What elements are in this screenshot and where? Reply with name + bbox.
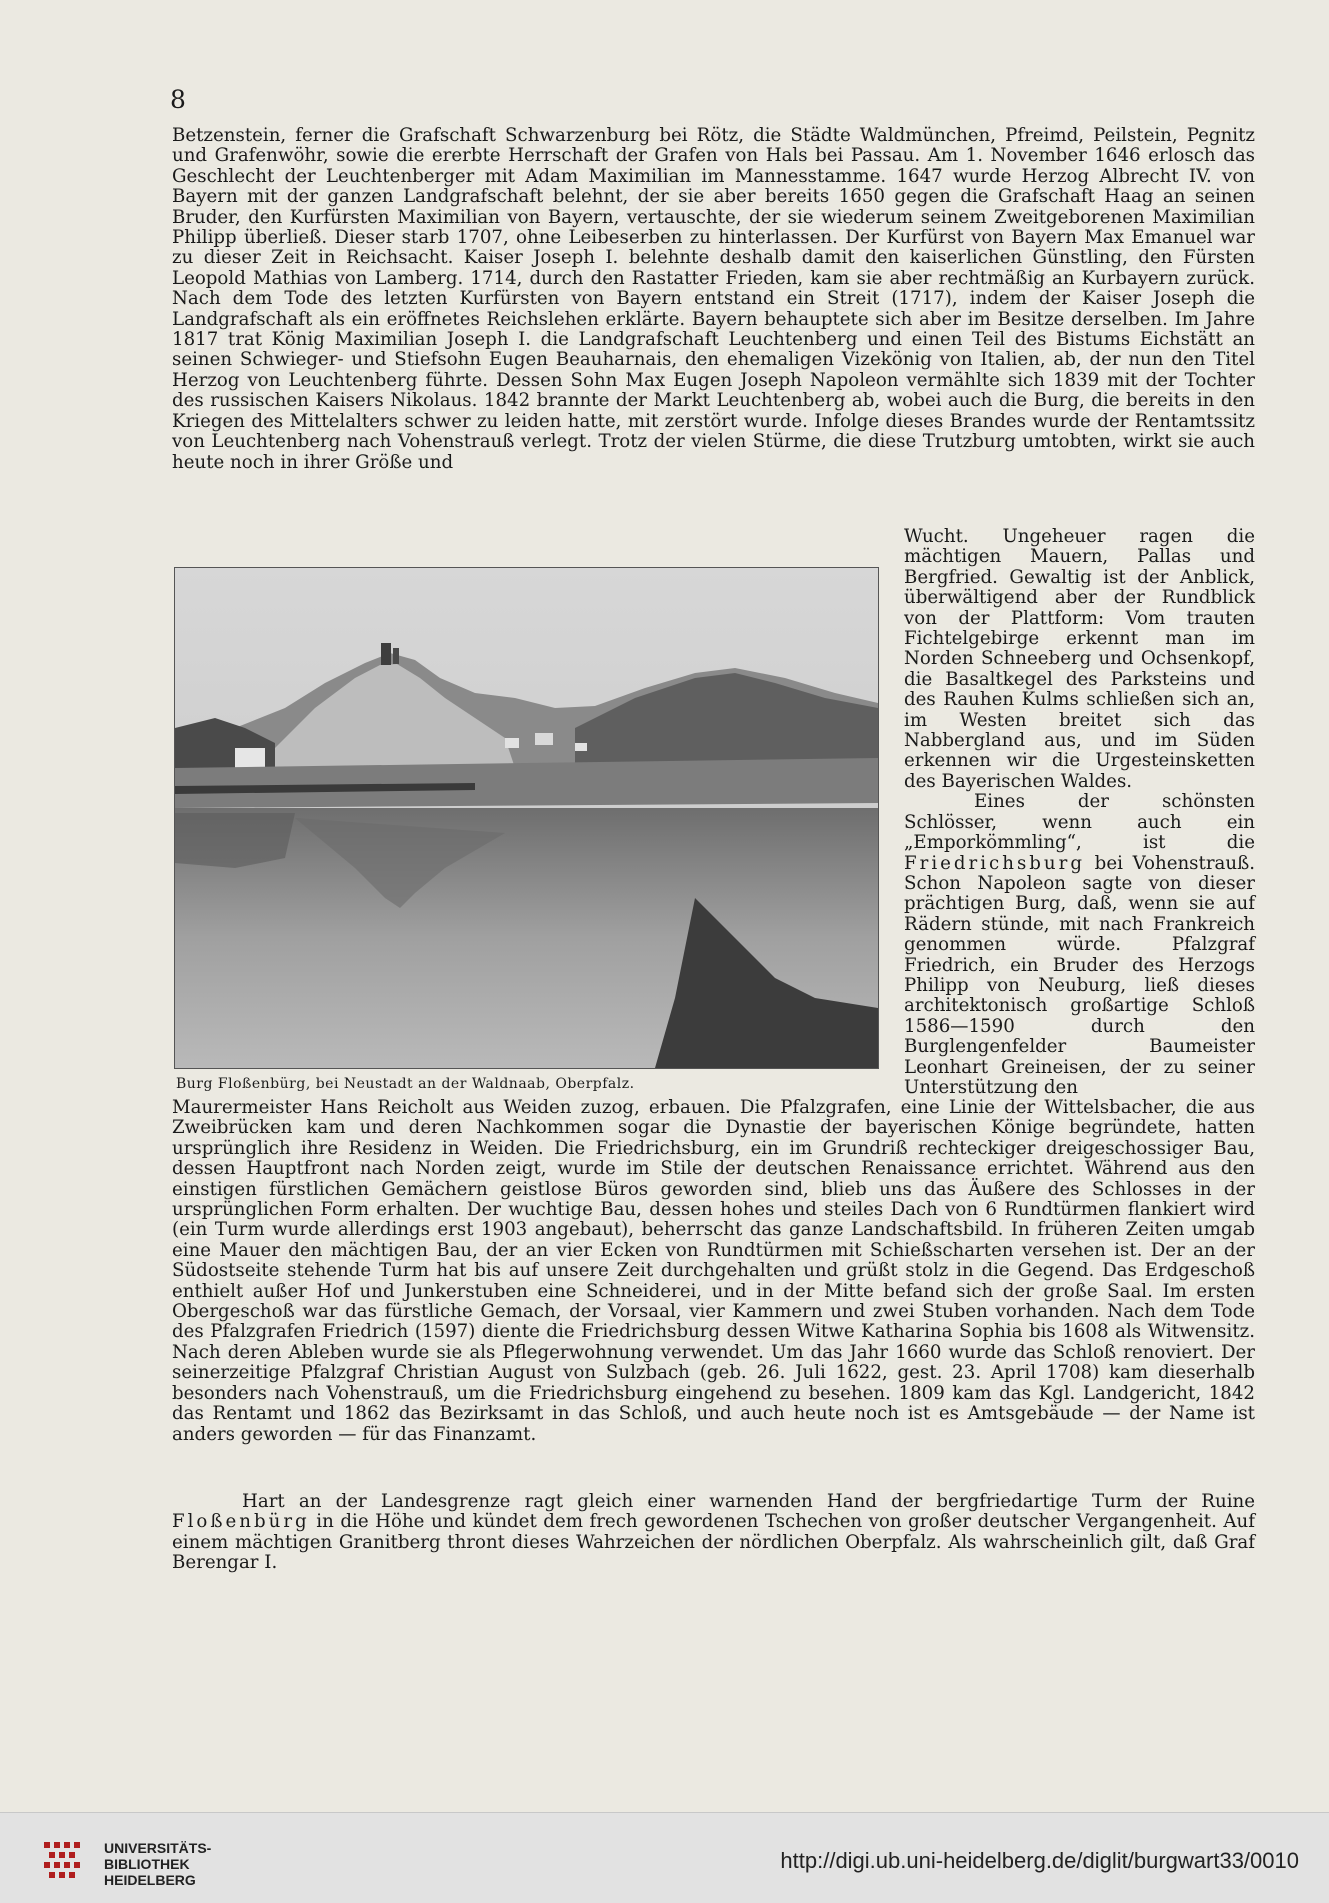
top-paragraph-text: Betzenstein, ferner die Grafschaft Schwarzenburg bei Rötz, die Städte Waldmünchen, Pfreimd, Peilstein, Pegnitz und Grafenwöhr, sowie die ererbte Herrschaft der Grafen von Hals bei Passau. Am 1. November 1646 erlosch das Geschlecht der Leuchtenberger mit Adam Maximilian im Mannesstamme. 1647 wurde Herzog Albrecht IV. von Bayern mit der ganzen Landgrafschaft belehnt, der sie aber bereits 1650 gegen die Grafschaft Haag an seinen Bruder, den Kurfürsten Maximilian von Bayern, vertauschte, der sie wiederum seinem Zweitgeborenen Maximilian Philipp überließ. Dieser starb 1707, ohne Leibeserben zu hinterlassen. Der Kurfürst von Bayern Max Emanuel war zu dieser Zeit in Reichsacht. Kaiser Joseph I. belehnte deshalb damit den kaiserlichen Günstling, den Fürsten Leopold Mathias von Lamberg. 1714, durch den Rastatter Frieden, kam sie aber rechtmäßig an Kurbayern zurück. Nach dem Tode des letzten Kurfürsten von Bayern entstand ein Streit (1717), indem der Kaiser Joseph die Landgrafschaft als ein eröffnetes Reichslehen erklärte. Bayern behauptete sich aber im Besitze derselben. Im Jahre 1817 trat König Maximilian Joseph I. die Landgrafschaft Leuchtenberg und einen Teil des Bistums Eichstätt an seinen Schwieger- und Stiefsohn Eugen Beauharnais, den ehemaligen Vizekönig von Italien, ab, der nun den Titel Herzog von Leuchtenberg führte. Dessen Sohn Max Eugen Joseph Napoleon vermählte sich 1839 mit der Tochter des russischen Kaisers Nikolaus. 1842 brannte der Markt Leuchtenberg ab, wobei auch die Burg, die bereits in den Kriegen des Mittelalters schwer zu leiden hatte, mit zerstört wurde. Infolge dieses Brandes wurde der Rentamtssitz von Leuchtenberg nach Vohenstrauß verlegt. Trotz der vielen Stürme, die diese Trutzburg umtobten, wirkt sie auch heute noch in ihrer Größe und xyxy=(172,125,1255,473)
page-number: 8 xyxy=(170,85,186,114)
source-url-link[interactable]: http://digi.ub.uni-heidelberg.de/diglit/burgwart33/0010 xyxy=(780,1848,1299,1873)
library-name-line-3: HEIDELBERG xyxy=(104,1872,196,1888)
castle-lake-photo xyxy=(174,567,879,1069)
university-library-logo-icon xyxy=(40,1836,92,1888)
last-paragraph-text xyxy=(172,1492,1255,1574)
last-paragraph-rest: in die Höhe und kündet dem frech gewordenen Tschechen von großer deutscher Vergangenheit. Auf einem mächtigen Granitberg thront dieses Wahrzeichen der nördlichen Oberpfalz. Als wahrscheinlich gilt, daß Graf Berengar I. xyxy=(172,1511,1255,1574)
bottom-paragraph-text: Maurermeister Hans Reicholt aus Weiden zuzog, erbauen. Die Pfalzgrafen, eine Linie der Wittelsbacher, die aus Zweibrücken kam und deren Nachkommen sogar die Dynastie der bayerischen Könige begründete, hatten ursprünglich ihre Residenz in Weiden. Die Friedrichsburg, ein im Grundriß rechteckiger dreigeschossiger Bau, dessen Hauptfront nach Norden zeigt, wurde im Stile der deutschen Renaissance errichtet. Während aus den einstigen fürstlichen Gemächern geistlose Büros geworden sind, blieb uns das Äußere des Schlosses in der ursprünglichen Form erhalten. Der wuchtige Bau, dessen hohes und steiles Dach von 6 Rundtürmen flankiert wird (ein Turm wurde allerdings erst 1903 angebaut), beherrscht das ganze Landschaftsbild. In früheren Zeiten umgab eine Mauer den mächtigen Bau, der an vier Ecken von Rundtürmen mit Schießscharten versehen ist. Der an der Südostseite stehende Turm hat bis auf unsere Zeit durchgehalten und grüßt stolz in die Gegend. Das Erdgeschoß enthielt außer Hof und Junkerstuben eine Schneiderei, und in der Mitte befand sich der große Saal. Im ersten Obergeschoß war das fürstliche Gemach, der Vorsaal, vier Kammern und zwei Stuben vorhanden. Nach dem Tode des Pfalzgrafen Friedrich (1597) diente die Friedrichsburg dessen Witwe Katharina Sophia bis 1608 als Witwensitz. Nach deren Ableben wurde sie als Pflegerwohnung verwendet. Um das Jahr 1660 wurde das Schloß renoviert. Der seinerzeitige Pfalzgraf Christian August von Sulzbach (geb. 26. Juli 1622, gest. 23. April 1708) kam dieserhalb besonders nach Vohenstrauß, um die Friedrichsburg eingehend zu besehen. 1809 kam das Kgl. Landgericht, 1842 das Rentamt und 1862 das Bezirksamt in das Schloß, und auch heute noch ist es Amtsgebäude — der Name ist anders geworden — für das Finanzamt. xyxy=(172,1097,1255,1445)
last-paragraph-start: Hart an der Landesgrenze ragt gleich einer warnenden Hand der bergfriedartige Turm der Ruine xyxy=(242,1491,1255,1512)
side-paragraph-2 xyxy=(904,792,1255,1098)
bottom-paragraph xyxy=(172,1098,1255,1445)
library-name-line-1: UNIVERSITÄTS- xyxy=(104,1840,212,1856)
top-paragraph xyxy=(172,126,1255,473)
library-name-line-2: BIBLIOTHEK xyxy=(104,1856,190,1872)
side-paragraph-1: Wucht. Ungeheuer ragen die mächtigen Mauern, Pallas und Bergfried. Gewaltig ist der Anblick, überwältigend aber der Rundblick von der Plattform: Vom trauten Fichtelgebirge erkennt man im Norden Schneeberg und Ochsenkopf, die Basaltkegel des Parksteins und des Rauhen Kulms schließen sich an, im Westen breitet sich das Nabbergland aus, und im Süden erkennen wir die Urgesteinsketten des Bayerischen Waldes. xyxy=(904,526,1255,792)
flossenburg-emphasis: Floßenbürg xyxy=(172,1511,310,1533)
landscape-illustration xyxy=(175,568,878,1068)
last-paragraph xyxy=(172,1492,1255,1574)
figure-caption: Burg Floßenbürg, bei Neustadt an der Waldnaab, Oberpfalz. xyxy=(176,1076,635,1092)
library-name xyxy=(104,1840,211,1888)
side-paragraph-2-start: Eines der schönsten Schlösser, wenn auch ein „Emporkömmling“, ist die xyxy=(904,791,1255,854)
friedrichsburg-emphasis: Friedrichsburg xyxy=(904,852,1085,874)
side-paragraphs xyxy=(904,527,1255,1098)
side-paragraph-2-rest: bei Vohenstrauß. Schon Napoleon sagte von dieser prächtigen Burg, daß, wenn sie auf Rädern stünde, mit nach Frankreich genommen würde. Pfalzgraf Friedrich, ein Bruder des Herzogs Philipp von Neuburg, ließ dieses architektonisch großartige Schloß 1586—1590 durch den Burglengenfelder Baumeister Leonhart Greineisen, der zu seiner Unterstützung den xyxy=(904,852,1255,1098)
